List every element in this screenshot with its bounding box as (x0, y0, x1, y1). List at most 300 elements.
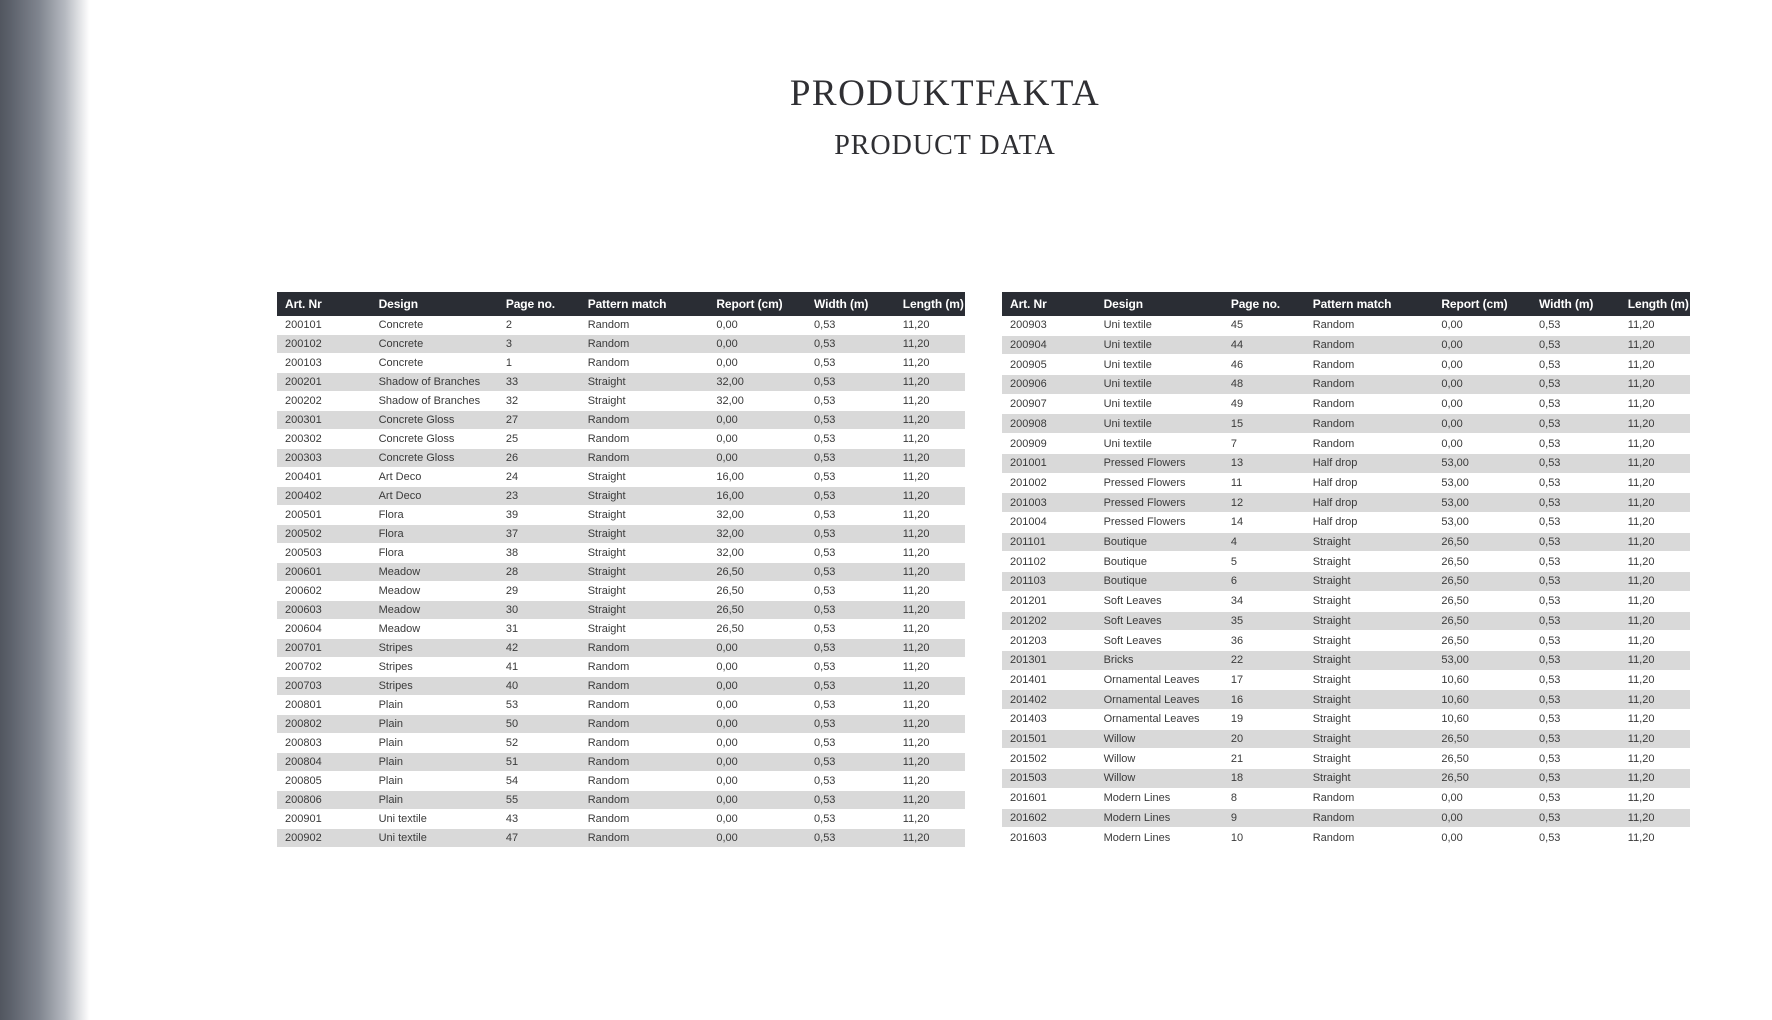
table-cell: 0,00 (1433, 434, 1531, 454)
table-cell: 11,20 (895, 658, 965, 677)
table-cell: 33 (498, 373, 580, 392)
table-cell: Straight (580, 544, 709, 563)
table-cell: 11,20 (1620, 532, 1690, 552)
table-cell: Meadow (371, 620, 498, 639)
table-cell: 0,00 (708, 449, 806, 468)
table-cell: 0,53 (1531, 493, 1620, 513)
table-cell: 0,53 (1531, 316, 1620, 335)
table-cell: 5 (1223, 552, 1305, 572)
table-row (277, 487, 965, 506)
table-cell: 0,00 (708, 791, 806, 810)
table-cell: Boutique (1096, 572, 1223, 592)
table-row (1002, 591, 1690, 611)
table-cell: 53,00 (1433, 650, 1531, 670)
table-cell: 0,53 (1531, 552, 1620, 572)
table-cell: Straight (1305, 611, 1434, 631)
table-cell: 11,20 (895, 354, 965, 373)
table-cell: Art Deco (371, 468, 498, 487)
table-cell: 11,20 (1620, 513, 1690, 533)
table-cell: Random (1305, 788, 1434, 808)
table-cell: 200901 (277, 810, 371, 829)
table-cell: Random (580, 658, 709, 677)
table-cell: Straight (1305, 710, 1434, 730)
table-cell: Straight (580, 468, 709, 487)
table-cell: Random (1305, 434, 1434, 454)
table-cell: 25 (498, 430, 580, 449)
table-cell: 26,50 (1433, 532, 1531, 552)
table-row (1002, 375, 1690, 395)
table-cell: 35 (1223, 611, 1305, 631)
table-cell: 14 (1223, 513, 1305, 533)
table-row (277, 620, 965, 639)
table-row (1002, 532, 1690, 552)
table-row (1002, 493, 1690, 513)
table-cell: 11,20 (1620, 650, 1690, 670)
product-tables-area (277, 292, 1690, 848)
page-subtitle: PRODUCT DATA (834, 129, 1056, 161)
column-header: Report (cm) (1433, 292, 1531, 316)
table-cell: 201004 (1002, 513, 1096, 533)
table-cell: 37 (498, 525, 580, 544)
table-cell: 11,20 (1620, 828, 1690, 848)
table-cell: 16,00 (708, 487, 806, 506)
table-cell: Pressed Flowers (1096, 473, 1223, 493)
table-cell: Straight (580, 506, 709, 525)
table-row (1002, 650, 1690, 670)
table-cell: Flora (371, 544, 498, 563)
table-cell: 24 (498, 468, 580, 487)
table-cell: Boutique (1096, 532, 1223, 552)
table-cell: 11,20 (895, 468, 965, 487)
table-row (277, 810, 965, 829)
table-row (1002, 749, 1690, 769)
table-cell: 0,53 (806, 354, 895, 373)
table-cell: Flora (371, 506, 498, 525)
table-header (1002, 292, 1690, 316)
table-cell: 200803 (277, 734, 371, 753)
table-cell: 200701 (277, 639, 371, 658)
table-cell: 44 (1223, 335, 1305, 355)
table-cell: 11,20 (1620, 572, 1690, 592)
table-cell: 26,50 (708, 620, 806, 639)
table-cell: 19 (1223, 710, 1305, 730)
table-cell: 47 (498, 829, 580, 848)
table-cell: 6 (1223, 572, 1305, 592)
table-cell: Half drop (1305, 493, 1434, 513)
table-cell: Straight (580, 373, 709, 392)
table-row (1002, 434, 1690, 454)
table-cell: 0,53 (1531, 394, 1620, 414)
column-header: Width (m) (806, 292, 895, 316)
table-cell: Plain (371, 753, 498, 772)
table-cell: Willow (1096, 749, 1223, 769)
table-cell: Straight (1305, 650, 1434, 670)
table-cell: 29 (498, 582, 580, 601)
column-header: Art. Nr (277, 292, 371, 316)
table-cell: 0,53 (1531, 828, 1620, 848)
table-cell: 201203 (1002, 631, 1096, 651)
table-cell: Half drop (1305, 473, 1434, 493)
table-cell: 200906 (1002, 375, 1096, 395)
table-cell: Random (580, 316, 709, 335)
table-cell: Uni textile (371, 810, 498, 829)
table-cell: 0,00 (708, 658, 806, 677)
table-cell: Stripes (371, 677, 498, 696)
table-cell: 0,53 (1531, 355, 1620, 375)
table-cell: 0,53 (1531, 808, 1620, 828)
table-cell: 0,00 (708, 810, 806, 829)
table-cell: 0,53 (806, 544, 895, 563)
table-cell: 11,20 (1620, 749, 1690, 769)
table-cell: 53,00 (1433, 513, 1531, 533)
table-cell: 201402 (1002, 690, 1096, 710)
product-table-right (1002, 292, 1690, 848)
table-cell: 0,53 (806, 810, 895, 829)
table-cell: 0,53 (806, 335, 895, 354)
table-cell: 201102 (1002, 552, 1096, 572)
table-cell: 200604 (277, 620, 371, 639)
table-cell: 201001 (1002, 453, 1096, 473)
table-cell: 0,00 (708, 639, 806, 658)
table-row (277, 563, 965, 582)
table-cell: 200902 (277, 829, 371, 848)
table-cell: 11,20 (1620, 552, 1690, 572)
table-cell: 201103 (1002, 572, 1096, 592)
table-cell: Random (580, 354, 709, 373)
table-cell: 200702 (277, 658, 371, 677)
table-cell: Random (580, 449, 709, 468)
table-cell: Random (580, 430, 709, 449)
table-cell: 11,20 (895, 620, 965, 639)
table-cell: 11,20 (895, 411, 965, 430)
table-cell: 11,20 (895, 734, 965, 753)
page-spine-gradient (0, 0, 112, 1020)
table-cell: 0,53 (1531, 473, 1620, 493)
table-cell: 0,53 (806, 791, 895, 810)
table-cell: Concrete Gloss (371, 430, 498, 449)
table-cell: 11,20 (1620, 335, 1690, 355)
table-cell: 0,00 (708, 316, 806, 335)
table-cell: Concrete (371, 335, 498, 354)
table-cell: Uni textile (1096, 335, 1223, 355)
table-row (1002, 513, 1690, 533)
table-cell: 0,00 (1433, 355, 1531, 375)
table-cell: 0,53 (1531, 749, 1620, 769)
table-cell: 201501 (1002, 729, 1096, 749)
table-cell: Uni textile (1096, 355, 1223, 375)
table-cell: 200102 (277, 335, 371, 354)
table-cell: 45 (1223, 316, 1305, 335)
column-header: Report (cm) (708, 292, 806, 316)
table-row (1002, 316, 1690, 335)
table-cell: 11,20 (1620, 493, 1690, 513)
table-cell: 0,53 (806, 468, 895, 487)
table-cell: Bricks (1096, 650, 1223, 670)
table-cell: 32,00 (708, 506, 806, 525)
table-cell: 201601 (1002, 788, 1096, 808)
table-cell: 11,20 (1620, 690, 1690, 710)
table-cell: 11,20 (1620, 611, 1690, 631)
table-row (277, 544, 965, 563)
table-cell: 0,53 (1531, 769, 1620, 789)
table-cell: 11,20 (895, 753, 965, 772)
table-row (277, 829, 965, 848)
table-cell: 32 (498, 392, 580, 411)
table-row (1002, 335, 1690, 355)
table-cell: 0,53 (1531, 650, 1620, 670)
table-cell: Modern Lines (1096, 788, 1223, 808)
table-row (277, 411, 965, 430)
page-title: PRODUKTFAKTA (789, 73, 1101, 114)
table-cell: 0,00 (708, 772, 806, 791)
table-cell: 200904 (1002, 335, 1096, 355)
table-cell: Random (580, 829, 709, 848)
table-cell: Half drop (1305, 453, 1434, 473)
header-row (277, 292, 965, 316)
table-cell: 200602 (277, 582, 371, 601)
table-cell: 200103 (277, 354, 371, 373)
table-cell: Random (1305, 808, 1434, 828)
table-cell: 0,00 (708, 430, 806, 449)
table-cell: Random (1305, 316, 1434, 335)
table-cell: 200202 (277, 392, 371, 411)
table-cell: 53,00 (1433, 493, 1531, 513)
table-cell: 200302 (277, 430, 371, 449)
table-row (1002, 572, 1690, 592)
table-cell: 0,53 (1531, 532, 1620, 552)
table-body (1002, 316, 1690, 848)
table-cell: Random (1305, 375, 1434, 395)
table-cell: 10,60 (1433, 690, 1531, 710)
table-cell: 0,53 (806, 373, 895, 392)
table-cell: Straight (580, 620, 709, 639)
table-cell: 53,00 (1433, 473, 1531, 493)
column-header: Art. Nr (1002, 292, 1096, 316)
table-cell: Uni textile (1096, 394, 1223, 414)
column-header: Pattern match (1305, 292, 1434, 316)
table-cell: 11,20 (895, 715, 965, 734)
table-cell: 11,20 (1620, 316, 1690, 335)
table-cell: 0,00 (708, 335, 806, 354)
table-row (277, 316, 965, 335)
table-cell: 200804 (277, 753, 371, 772)
table-row (277, 525, 965, 544)
table-cell: 34 (1223, 591, 1305, 611)
table-cell: 201401 (1002, 670, 1096, 690)
table-cell: 0,00 (708, 354, 806, 373)
table-cell: 11,20 (895, 335, 965, 354)
table-cell: 201602 (1002, 808, 1096, 828)
table-cell: 8 (1223, 788, 1305, 808)
table-cell: 11,20 (895, 430, 965, 449)
table-cell: Random (580, 335, 709, 354)
table-cell: Soft Leaves (1096, 631, 1223, 651)
table-cell: 200908 (1002, 414, 1096, 434)
table-cell: 201002 (1002, 473, 1096, 493)
table-cell: 26,50 (1433, 591, 1531, 611)
table-row (277, 468, 965, 487)
table-cell: 0,00 (708, 677, 806, 696)
table-cell: 0,53 (806, 753, 895, 772)
table-cell: Boutique (1096, 552, 1223, 572)
table-row (277, 791, 965, 810)
table-cell: 48 (1223, 375, 1305, 395)
table-row (277, 506, 965, 525)
table-cell: 11 (1223, 473, 1305, 493)
table-cell: 11,20 (895, 544, 965, 563)
table-cell: Plain (371, 791, 498, 810)
table-row (277, 715, 965, 734)
table-cell: Plain (371, 734, 498, 753)
table-cell: Straight (580, 601, 709, 620)
column-header: Length (m) (1620, 292, 1690, 316)
table-cell: 15 (1223, 414, 1305, 434)
table-cell: 0,53 (1531, 788, 1620, 808)
table-cell: Shadow of Branches (371, 392, 498, 411)
table-row (1002, 710, 1690, 730)
table-cell: 53,00 (1433, 453, 1531, 473)
table-row (277, 753, 965, 772)
table-cell: 0,53 (806, 525, 895, 544)
table-cell: Random (580, 639, 709, 658)
table-cell: Ornamental Leaves (1096, 710, 1223, 730)
table-cell: 11,20 (1620, 769, 1690, 789)
table-cell: Random (580, 810, 709, 829)
table-cell: 9 (1223, 808, 1305, 828)
table-cell: Straight (580, 525, 709, 544)
table-cell: 200303 (277, 449, 371, 468)
table-cell: 11,20 (1620, 375, 1690, 395)
table-cell: 30 (498, 601, 580, 620)
table-cell: 0,53 (806, 430, 895, 449)
table-cell: Straight (1305, 729, 1434, 749)
table-cell: Straight (1305, 532, 1434, 552)
table-cell: 11,20 (1620, 394, 1690, 414)
table-cell: 200903 (1002, 316, 1096, 335)
table-row (277, 639, 965, 658)
table-cell: Straight (1305, 572, 1434, 592)
table-cell: 11,20 (895, 810, 965, 829)
table-cell: 26,50 (708, 601, 806, 620)
table-cell: 11,20 (1620, 473, 1690, 493)
table-cell: 0,00 (708, 734, 806, 753)
table-row (277, 601, 965, 620)
table-cell: 200501 (277, 506, 371, 525)
table-cell: 11,20 (1620, 788, 1690, 808)
table-cell: 0,53 (806, 639, 895, 658)
table-cell: 11,20 (1620, 670, 1690, 690)
table-cell: 11,20 (1620, 355, 1690, 375)
table-cell: 11,20 (1620, 631, 1690, 651)
table-cell: 18 (1223, 769, 1305, 789)
table-cell: 50 (498, 715, 580, 734)
table-row (1002, 670, 1690, 690)
table-cell: 0,53 (1531, 710, 1620, 730)
table-cell: 11,20 (1620, 434, 1690, 454)
table-cell: 0,53 (1531, 670, 1620, 690)
table-cell: Plain (371, 715, 498, 734)
table-cell: 41 (498, 658, 580, 677)
table-cell: Straight (580, 392, 709, 411)
table-cell: 11,20 (895, 563, 965, 582)
table-cell: 26,50 (1433, 631, 1531, 651)
table-cell: 200905 (1002, 355, 1096, 375)
table-cell: 200805 (277, 772, 371, 791)
table-cell: 0,00 (1433, 808, 1531, 828)
table-body (277, 316, 965, 848)
table-cell: Random (580, 696, 709, 715)
table-cell: Random (580, 715, 709, 734)
table-cell: 0,53 (1531, 690, 1620, 710)
table-cell: 0,00 (1433, 394, 1531, 414)
table-cell: 0,53 (806, 411, 895, 430)
table-cell: Plain (371, 772, 498, 791)
table-cell: 0,53 (1531, 375, 1620, 395)
table-row (1002, 788, 1690, 808)
table-cell: 26,50 (1433, 572, 1531, 592)
table-cell: Random (580, 753, 709, 772)
table-cell: Uni textile (1096, 434, 1223, 454)
table-cell: 0,00 (708, 715, 806, 734)
table-cell: Meadow (371, 563, 498, 582)
table-cell: 0,53 (806, 563, 895, 582)
table-cell: 0,53 (806, 658, 895, 677)
column-header: Design (1096, 292, 1223, 316)
table-cell: 11,20 (895, 791, 965, 810)
column-header: Length (m) (895, 292, 965, 316)
table-cell: 40 (498, 677, 580, 696)
table-row (277, 392, 965, 411)
table-cell: 0,53 (806, 696, 895, 715)
table-cell: Concrete (371, 316, 498, 335)
table-cell: 0,00 (708, 696, 806, 715)
table-row (277, 354, 965, 373)
table-cell: 23 (498, 487, 580, 506)
table-row (1002, 769, 1690, 789)
table-cell: Plain (371, 696, 498, 715)
header-row (1002, 292, 1690, 316)
table-cell: 52 (498, 734, 580, 753)
table-row (277, 772, 965, 791)
table-cell: 201502 (1002, 749, 1096, 769)
table-cell: Pressed Flowers (1096, 493, 1223, 513)
table-cell: 0,53 (1531, 434, 1620, 454)
table-cell: 26,50 (1433, 729, 1531, 749)
table-cell: 31 (498, 620, 580, 639)
table-cell: 200301 (277, 411, 371, 430)
table-cell: 26 (498, 449, 580, 468)
table-cell: 0,53 (1531, 414, 1620, 434)
column-header: Page no. (1223, 292, 1305, 316)
table-cell: Straight (1305, 591, 1434, 611)
table-cell: Uni textile (1096, 375, 1223, 395)
table-cell: 201101 (1002, 532, 1096, 552)
table-cell: 201201 (1002, 591, 1096, 611)
table-cell: 0,00 (708, 411, 806, 430)
table-cell: 21 (1223, 749, 1305, 769)
table-cell: 11,20 (895, 392, 965, 411)
table-cell: 11,20 (1620, 729, 1690, 749)
table-cell: 10,60 (1433, 710, 1531, 730)
table-cell: Straight (1305, 749, 1434, 769)
table-row (277, 335, 965, 354)
table-row (1002, 473, 1690, 493)
table-cell: Ornamental Leaves (1096, 690, 1223, 710)
table-cell: 20 (1223, 729, 1305, 749)
table-cell: 49 (1223, 394, 1305, 414)
table-cell: Straight (580, 487, 709, 506)
table-cell: 11,20 (1620, 591, 1690, 611)
